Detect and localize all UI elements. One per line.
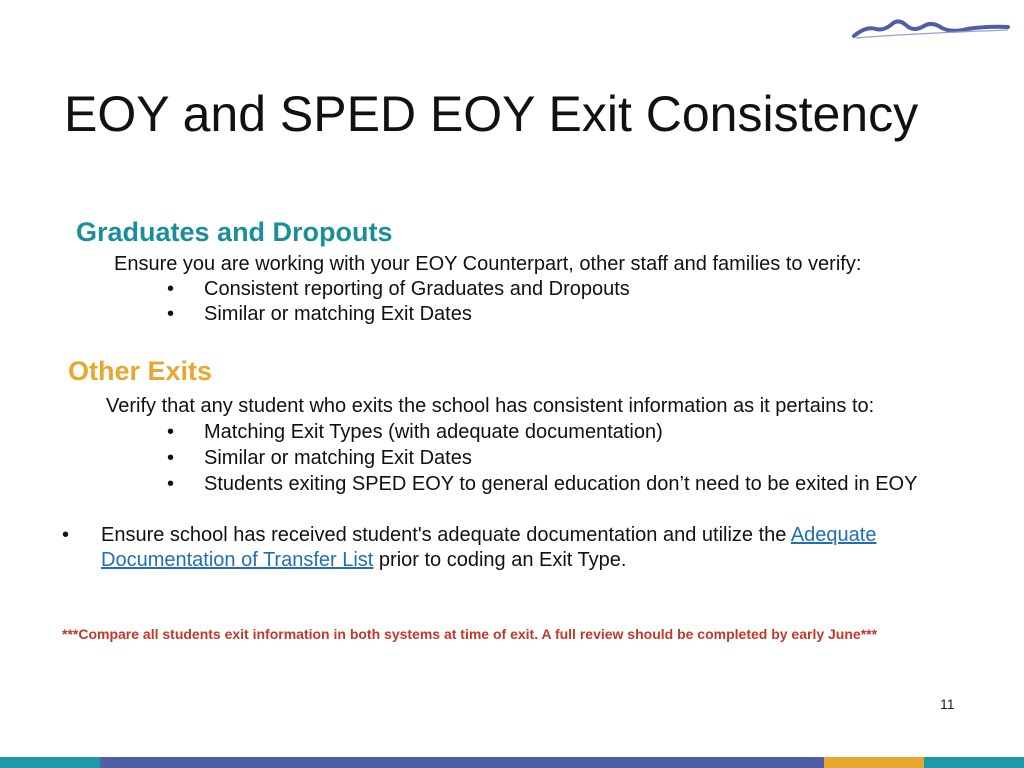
main-bullet-text-after: prior to coding an Exit Type. (373, 549, 627, 571)
footer-segment-blue (100, 757, 824, 768)
bullet-dot-icon: • (167, 278, 175, 300)
page-number: 11 (940, 696, 955, 712)
footer-segment-teal (0, 757, 100, 768)
main-bullet-line-1 (101, 523, 876, 547)
adequate-documentation-link[interactable]: Adequate (790, 524, 877, 546)
main-bullet-text: Ensure school has received student's adequate documentation and utilize the (101, 524, 791, 546)
bullet-dot-icon: • (167, 473, 175, 495)
footer-color-bar (0, 757, 1024, 768)
list-item: Similar or matching Exit Dates (204, 303, 472, 325)
mountain-logo-icon (852, 14, 1010, 40)
list-item: Similar or matching Exit Dates (204, 447, 472, 469)
bullet-dot-icon: • (167, 447, 175, 469)
list-item: Students exiting SPED EOY to general education don’t need to be exited in EOY (204, 473, 918, 495)
bullet-dot-icon: • (167, 303, 175, 325)
other-exits-intro-text: Verify that any student who exits the school has consistent information as it pertains to: (106, 395, 875, 417)
review-note: ***Compare all students exit information in both systems at time of exit. A full review should be completed by early June*** (62, 626, 878, 642)
transfer-list-link[interactable]: Documentation of Transfer List (101, 549, 374, 571)
bullet-dot-icon: • (62, 524, 70, 546)
graduates-intro-text: Ensure you are working with your EOY Counterpart, other staff and families to verify: (114, 253, 862, 275)
list-item: Consistent reporting of Graduates and Dropouts (204, 278, 630, 300)
footer-segment-teal-end (924, 757, 1024, 768)
other-exits-heading: Other Exits (68, 356, 213, 386)
bullet-dot-icon: • (167, 421, 175, 443)
graduates-dropouts-heading: Graduates and Dropouts (76, 217, 393, 247)
list-item: Matching Exit Types (with adequate documentation) (204, 421, 663, 443)
main-bullet-line-2 (101, 548, 626, 572)
page-title: EOY and SPED EOY Exit Consistency (64, 86, 919, 142)
footer-segment-gold (824, 757, 924, 768)
